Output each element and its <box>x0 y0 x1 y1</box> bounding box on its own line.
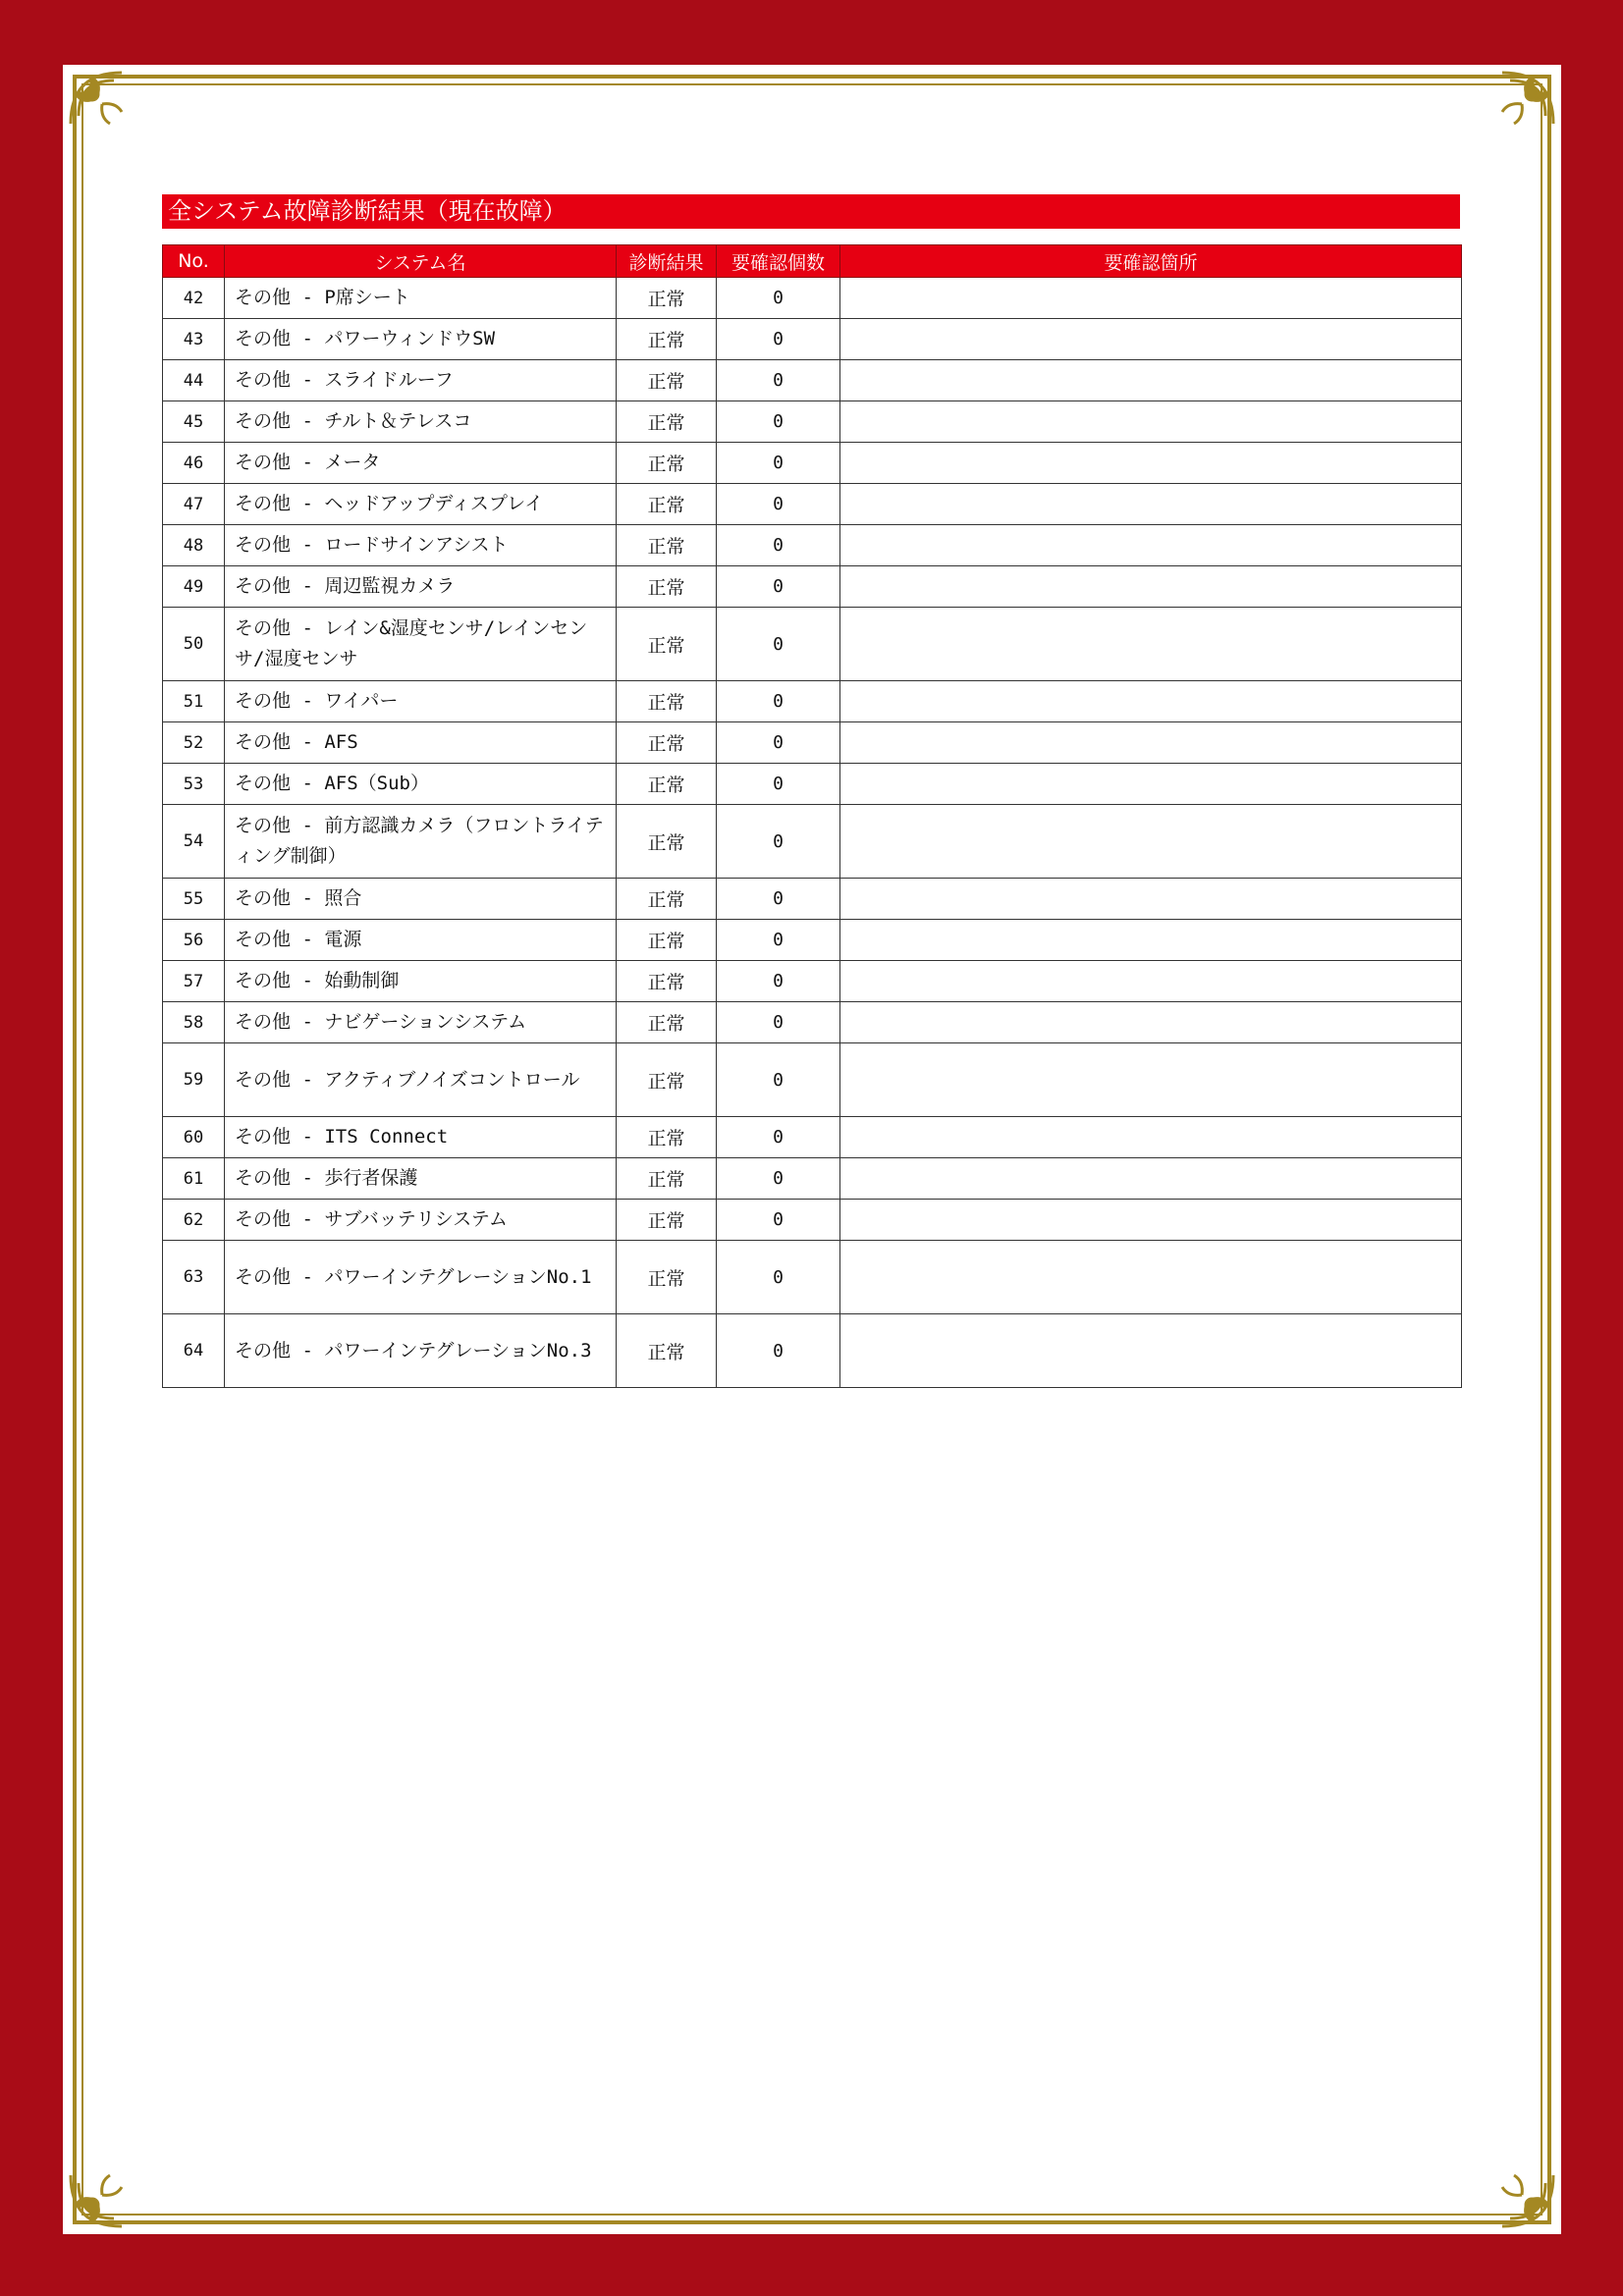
row-system-name: その他 - AFS <box>225 722 617 764</box>
row-check-count: 0 <box>717 1314 840 1388</box>
row-check-count: 0 <box>717 278 840 319</box>
row-result: 正常 <box>617 443 717 484</box>
row-no: 62 <box>163 1200 225 1241</box>
row-result: 正常 <box>617 681 717 722</box>
row-no: 46 <box>163 443 225 484</box>
table-row <box>163 360 1462 401</box>
table-row <box>163 319 1462 360</box>
table-row <box>163 1314 1462 1388</box>
row-check-location <box>840 920 1462 961</box>
row-no: 58 <box>163 1002 225 1043</box>
row-check-count: 0 <box>717 608 840 681</box>
row-check-location <box>840 879 1462 920</box>
table-row <box>163 681 1462 722</box>
row-system-name: その他 - ロードサインアシスト <box>225 525 617 566</box>
row-system-name: その他 - パワーウィンドウSW <box>225 319 617 360</box>
row-check-location <box>840 1117 1462 1158</box>
row-check-location <box>840 278 1462 319</box>
table-row <box>163 278 1462 319</box>
table-row <box>163 879 1462 920</box>
row-check-location <box>840 961 1462 1002</box>
row-check-count: 0 <box>717 566 840 608</box>
row-result: 正常 <box>617 1158 717 1200</box>
table-row <box>163 805 1462 879</box>
row-system-name: その他 - P席シート <box>225 278 617 319</box>
row-check-location <box>840 484 1462 525</box>
row-no: 43 <box>163 319 225 360</box>
row-no: 55 <box>163 879 225 920</box>
table-row <box>163 608 1462 681</box>
row-check-location <box>840 722 1462 764</box>
row-system-name: その他 - ナビゲーションシステム <box>225 1002 617 1043</box>
row-result: 正常 <box>617 319 717 360</box>
row-result: 正常 <box>617 484 717 525</box>
row-system-name: その他 - パワーインテグレーションNo.3 <box>225 1314 617 1388</box>
row-check-count: 0 <box>717 961 840 1002</box>
table-row <box>163 566 1462 608</box>
row-no: 44 <box>163 360 225 401</box>
row-check-count: 0 <box>717 525 840 566</box>
row-system-name: その他 - パワーインテグレーションNo.1 <box>225 1241 617 1314</box>
table-row <box>163 1241 1462 1314</box>
row-no: 53 <box>163 764 225 805</box>
table-row <box>163 1200 1462 1241</box>
row-check-location <box>840 1314 1462 1388</box>
row-result: 正常 <box>617 1241 717 1314</box>
row-check-count: 0 <box>717 401 840 443</box>
row-no: 59 <box>163 1043 225 1117</box>
row-system-name: その他 - スライドルーフ <box>225 360 617 401</box>
row-system-name: その他 - 前方認識カメラ（フロントライティング制御） <box>225 805 617 879</box>
row-check-count: 0 <box>717 722 840 764</box>
row-check-count: 0 <box>717 484 840 525</box>
table-row <box>163 525 1462 566</box>
row-check-count: 0 <box>717 681 840 722</box>
row-no: 45 <box>163 401 225 443</box>
row-system-name: その他 - 照合 <box>225 879 617 920</box>
row-system-name: その他 - アクティブノイズコントロール <box>225 1043 617 1117</box>
row-system-name: その他 - メータ <box>225 443 617 484</box>
row-result: 正常 <box>617 1314 717 1388</box>
row-system-name: その他 - ヘッドアップディスプレイ <box>225 484 617 525</box>
row-check-location <box>840 360 1462 401</box>
row-no: 51 <box>163 681 225 722</box>
row-check-count: 0 <box>717 920 840 961</box>
row-check-location <box>840 681 1462 722</box>
row-check-location <box>840 319 1462 360</box>
row-result: 正常 <box>617 764 717 805</box>
row-no: 56 <box>163 920 225 961</box>
ornament-corner-icon <box>63 65 157 159</box>
table-row <box>163 920 1462 961</box>
row-check-count: 0 <box>717 360 840 401</box>
row-no: 42 <box>163 278 225 319</box>
row-system-name: その他 - 電源 <box>225 920 617 961</box>
row-system-name: その他 - サブバッテリシステム <box>225 1200 617 1241</box>
row-check-location <box>840 764 1462 805</box>
table-row <box>163 484 1462 525</box>
row-check-count: 0 <box>717 879 840 920</box>
row-system-name: その他 - チルト＆テレスコ <box>225 401 617 443</box>
row-check-location <box>840 805 1462 879</box>
row-no: 60 <box>163 1117 225 1158</box>
row-result: 正常 <box>617 805 717 879</box>
row-result: 正常 <box>617 1200 717 1241</box>
row-check-location <box>840 401 1462 443</box>
row-check-location <box>840 1043 1462 1117</box>
row-no: 49 <box>163 566 225 608</box>
row-result: 正常 <box>617 525 717 566</box>
table-row <box>163 764 1462 805</box>
row-check-location <box>840 443 1462 484</box>
row-result: 正常 <box>617 278 717 319</box>
table-row <box>163 443 1462 484</box>
row-no: 50 <box>163 608 225 681</box>
row-check-count: 0 <box>717 764 840 805</box>
row-result: 正常 <box>617 879 717 920</box>
row-result: 正常 <box>617 360 717 401</box>
row-check-location <box>840 525 1462 566</box>
row-no: 61 <box>163 1158 225 1200</box>
ornament-corner-icon <box>1467 2140 1561 2234</box>
row-result: 正常 <box>617 722 717 764</box>
header-no: No. <box>163 245 225 278</box>
header-system-name: システム名 <box>225 245 617 278</box>
row-result: 正常 <box>617 566 717 608</box>
table-row <box>163 722 1462 764</box>
row-result: 正常 <box>617 401 717 443</box>
row-no: 48 <box>163 525 225 566</box>
table-row <box>163 1043 1462 1117</box>
table-row <box>163 1158 1462 1200</box>
row-check-count: 0 <box>717 443 840 484</box>
report-sheet <box>63 65 1561 2234</box>
row-check-location <box>840 1158 1462 1200</box>
row-check-count: 0 <box>717 1241 840 1314</box>
row-system-name: その他 - ワイパー <box>225 681 617 722</box>
row-no: 54 <box>163 805 225 879</box>
row-check-location <box>840 1002 1462 1043</box>
row-no: 52 <box>163 722 225 764</box>
row-system-name: その他 - 歩行者保護 <box>225 1158 617 1200</box>
row-check-count: 0 <box>717 1002 840 1043</box>
table-row <box>163 401 1462 443</box>
row-check-count: 0 <box>717 1158 840 1200</box>
row-result: 正常 <box>617 920 717 961</box>
row-no: 57 <box>163 961 225 1002</box>
table-row <box>163 961 1462 1002</box>
row-no: 63 <box>163 1241 225 1314</box>
ornament-corner-icon <box>63 2140 157 2234</box>
row-check-location <box>840 608 1462 681</box>
table-row <box>163 1002 1462 1043</box>
row-check-location <box>840 566 1462 608</box>
ornament-corner-icon <box>1467 65 1561 159</box>
row-check-location <box>840 1200 1462 1241</box>
row-check-location <box>840 1241 1462 1314</box>
table-header-row <box>163 245 1462 278</box>
row-result: 正常 <box>617 1002 717 1043</box>
row-check-count: 0 <box>717 805 840 879</box>
row-result: 正常 <box>617 1043 717 1117</box>
row-result: 正常 <box>617 1117 717 1158</box>
row-system-name: その他 - レイン&湿度センサ/レインセンサ/湿度センサ <box>225 608 617 681</box>
report-title: 全システム故障診断結果（現在故障） <box>162 194 1460 229</box>
row-result: 正常 <box>617 961 717 1002</box>
row-system-name: その他 - 周辺監視カメラ <box>225 566 617 608</box>
header-result: 診断結果 <box>617 245 717 278</box>
diagnosis-table <box>162 244 1462 1388</box>
row-no: 64 <box>163 1314 225 1388</box>
row-check-count: 0 <box>717 1117 840 1158</box>
row-check-count: 0 <box>717 1200 840 1241</box>
header-check-count: 要確認個数 <box>717 245 840 278</box>
row-system-name: その他 - ITS Connect <box>225 1117 617 1158</box>
row-check-count: 0 <box>717 1043 840 1117</box>
row-result: 正常 <box>617 608 717 681</box>
row-system-name: その他 - AFS（Sub） <box>225 764 617 805</box>
table-row <box>163 1117 1462 1158</box>
header-check-location: 要確認箇所 <box>840 245 1462 278</box>
row-check-count: 0 <box>717 319 840 360</box>
row-no: 47 <box>163 484 225 525</box>
row-system-name: その他 - 始動制御 <box>225 961 617 1002</box>
